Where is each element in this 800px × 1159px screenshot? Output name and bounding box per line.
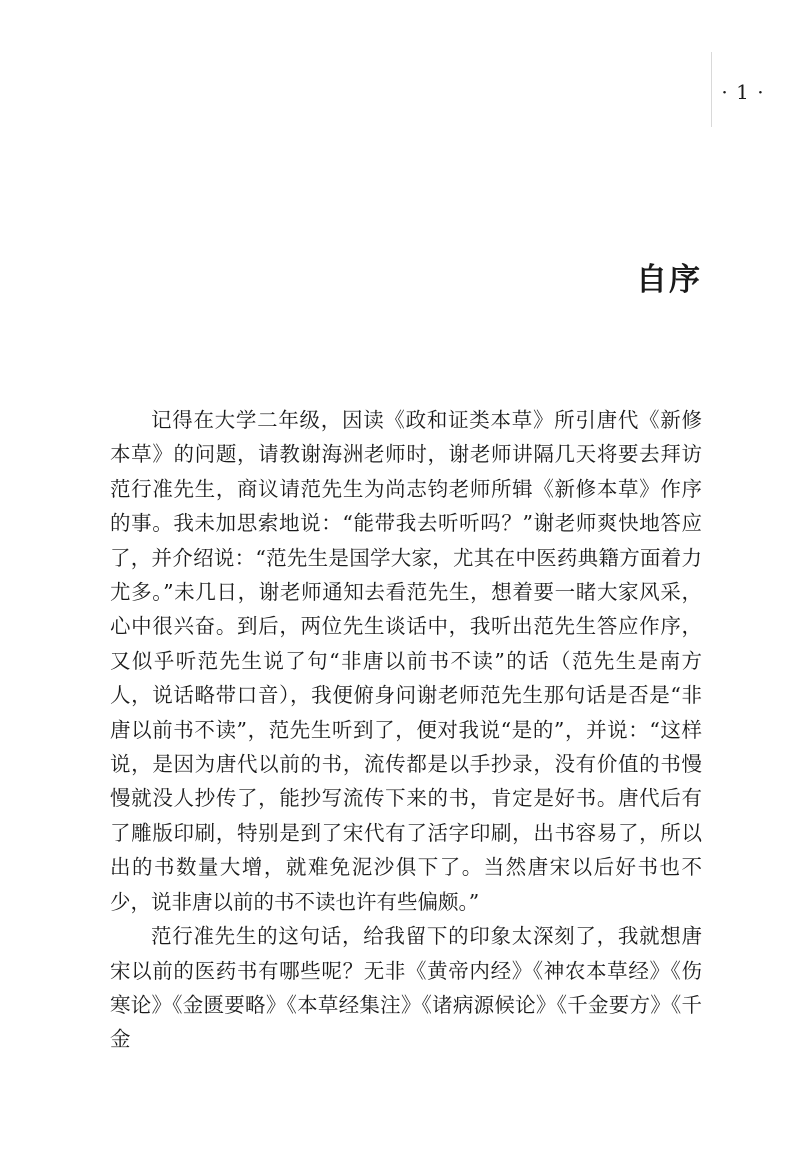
paragraph: 记得在大学二年级，因读《政和证类本草》所引唐代《新修本草》的问题，请教谢海洲老师时，谢老师讲隔几天将要去拜访范行准先生，商议请范先生为尚志钧老师所辑《新修本草》作序的事。我未加思索地说：“能带我去听听吗？”谢老师爽快地答应了，并介绍说：“范先生是国学大家，尤其在中医药典籍方面着力尤多。”未几日，谢老师通知去看范先生，想着要一睹大家风采，心中很兴奋。到后，两位先生谈话中，我听出范先生答应作序，又似乎听范先生说了句“非唐以前书不读”的话（范先生是南方人，说话略带口音），我便俯身问谢老师范先生那句话是否是“非唐以前书不读”，范先生听到了，便对我说“是的”，并说：“这样说，是因为唐代以前的书，流传都是以手抄录，没有价值的书慢慢就没人抄传了，能抄写流传下来的书，肯定是好书。唐代后有了雕版印刷，特别是到了宋代有了活字印刷，出书容易了，所以出的书数量大增，就难免泥沙俱下了。当然唐宋以后好书也不少，说非唐以前的书不读也许有些偏颇。” — [110, 408, 702, 914]
page-number: · 1 · — [721, 80, 765, 104]
page-title: 自序 — [636, 262, 702, 298]
body-text — [110, 403, 702, 1057]
paragraph: 范行准先生的这句话，给我留下的印象太深刻了，我就想唐宋以前的医药书有哪些呢？无非《黄帝内经》《神农本草经》《伤寒论》《金匮要略》《本草经集注》《诸病源候论》《千金要方》《千金 — [110, 924, 702, 1052]
header-divider — [711, 52, 712, 127]
